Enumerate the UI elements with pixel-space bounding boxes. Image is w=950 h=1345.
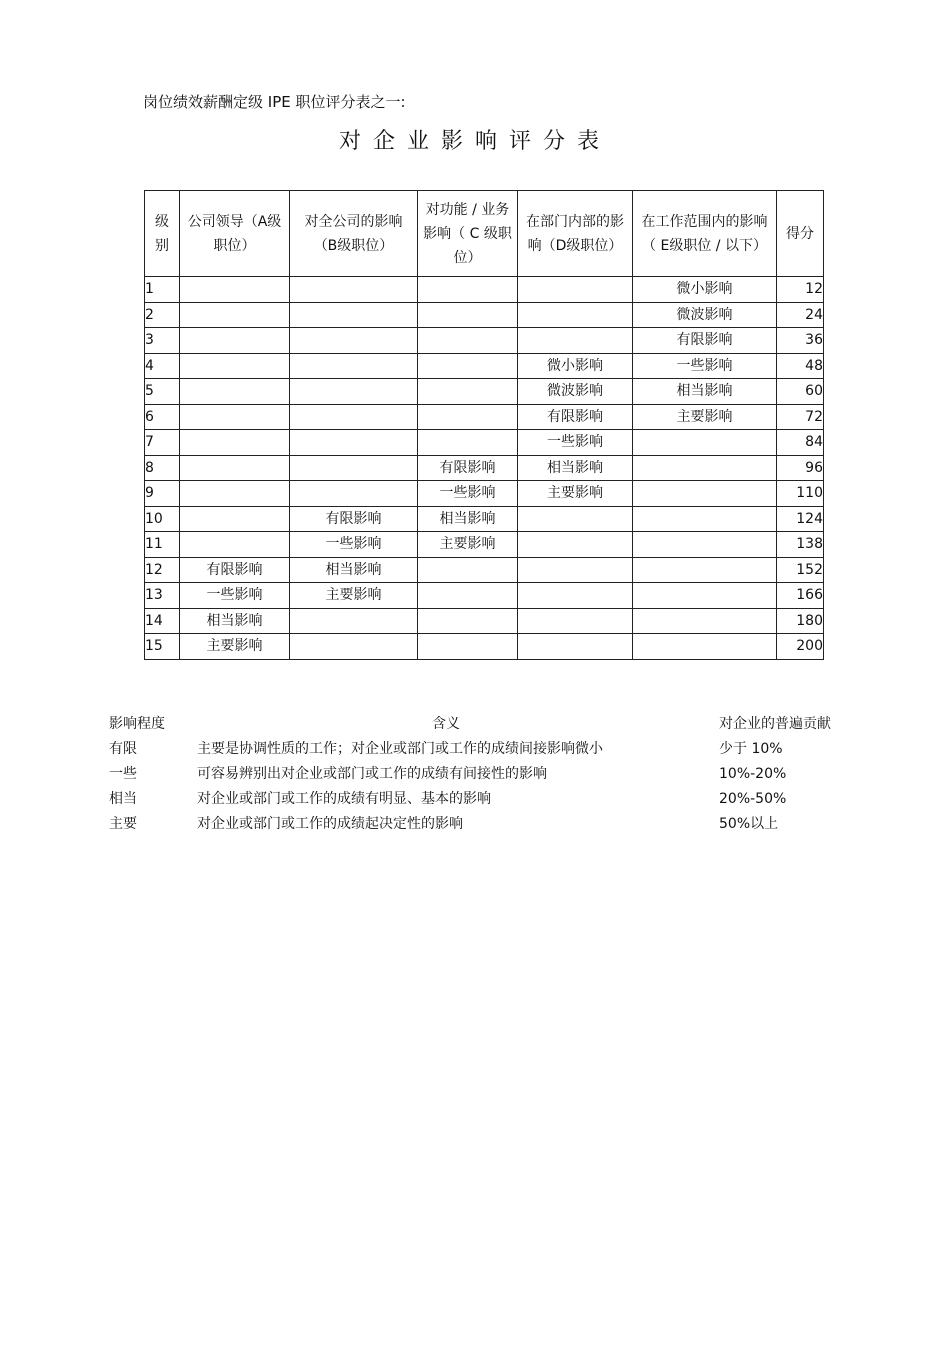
- cell-col-c: [418, 430, 518, 456]
- cell-level: 15: [145, 634, 180, 660]
- legend-contribution: 50%以上: [719, 816, 779, 832]
- cell-col-c: [418, 328, 518, 354]
- legend-contribution: 10%-20%: [719, 766, 787, 782]
- cell-col-d: [518, 583, 633, 609]
- cell-level: 7: [145, 430, 180, 456]
- legend-degree: 有限: [109, 741, 137, 757]
- cell-col-a: [180, 455, 290, 481]
- cell-score: 152: [777, 557, 824, 583]
- cell-col-b: 相当影响: [290, 557, 418, 583]
- legend-meaning: 对企业或部门或工作的成绩有明显、基本的影响: [197, 791, 491, 807]
- cell-col-c: 有限影响: [418, 455, 518, 481]
- cell-col-d: [518, 506, 633, 532]
- cell-col-e: [633, 455, 777, 481]
- cell-col-b: [290, 353, 418, 379]
- cell-col-c: [418, 557, 518, 583]
- cell-col-c: [418, 634, 518, 660]
- cell-col-a: 主要影响: [180, 634, 290, 660]
- table-row: [145, 506, 824, 532]
- cell-level: 2: [145, 302, 180, 328]
- table-row: [145, 455, 824, 481]
- legend-header-row: [0, 712, 950, 737]
- cell-col-b: [290, 277, 418, 303]
- cell-col-a: [180, 302, 290, 328]
- cell-score: 110: [777, 481, 824, 507]
- cell-col-b: [290, 328, 418, 354]
- header-col-b: 对全公司的影响（B级职位）: [290, 191, 418, 277]
- cell-score: 200: [777, 634, 824, 660]
- cell-level: 6: [145, 404, 180, 430]
- cell-col-b: 一些影响: [290, 532, 418, 558]
- cell-col-b: [290, 404, 418, 430]
- legend-degree: 主要: [109, 816, 137, 832]
- cell-col-e: [633, 430, 777, 456]
- cell-level: 4: [145, 353, 180, 379]
- table-row: [145, 353, 824, 379]
- header-col-d: 在部门内部的影响（D级职位）: [518, 191, 633, 277]
- cell-col-b: 主要影响: [290, 583, 418, 609]
- cell-col-c: [418, 302, 518, 328]
- cell-level: 14: [145, 608, 180, 634]
- legend-meaning: 可容易辨别出对企业或部门或工作的成绩有间接性的影响: [197, 766, 547, 782]
- cell-col-d: 主要影响: [518, 481, 633, 507]
- cell-col-a: [180, 506, 290, 532]
- cell-col-a: [180, 404, 290, 430]
- cell-col-c: [418, 353, 518, 379]
- legend-meaning: 主要是协调性质的工作；对企业或部门或工作的成绩间接影响微小: [197, 741, 603, 757]
- cell-col-c: 相当影响: [418, 506, 518, 532]
- cell-col-e: [633, 634, 777, 660]
- cell-score: 36: [777, 328, 824, 354]
- cell-col-d: [518, 277, 633, 303]
- header-level: 级别: [145, 191, 180, 277]
- table-row: [145, 430, 824, 456]
- cell-col-a: [180, 328, 290, 354]
- cell-col-d: 微波影响: [518, 379, 633, 405]
- cell-col-c: [418, 404, 518, 430]
- cell-level: 9: [145, 481, 180, 507]
- cell-col-e: [633, 608, 777, 634]
- cell-level: 11: [145, 532, 180, 558]
- cell-score: 166: [777, 583, 824, 609]
- legend-row: [0, 762, 950, 787]
- table-row: [145, 557, 824, 583]
- document-title: 对企业影响评分表: [338, 129, 611, 154]
- cell-col-b: [290, 455, 418, 481]
- cell-col-d: [518, 608, 633, 634]
- cell-col-a: [180, 481, 290, 507]
- cell-level: 3: [145, 328, 180, 354]
- cell-level: 8: [145, 455, 180, 481]
- cell-col-d: 微小影响: [518, 353, 633, 379]
- cell-col-e: [633, 583, 777, 609]
- impact-score-table: [144, 190, 824, 660]
- cell-level: 13: [145, 583, 180, 609]
- table-row: [145, 302, 824, 328]
- cell-col-b: [290, 302, 418, 328]
- header-col-e: 在工作范围内的影响（ E级职位 / 以下）: [633, 191, 777, 277]
- legend-row: [0, 812, 950, 837]
- cell-col-a: [180, 353, 290, 379]
- table-row: [145, 404, 824, 430]
- cell-score: 60: [777, 379, 824, 405]
- table-header-row: [145, 191, 824, 277]
- cell-col-b: [290, 430, 418, 456]
- legend-degree: 一些: [109, 766, 137, 782]
- header-score: 得分: [777, 191, 824, 277]
- cell-col-a: [180, 277, 290, 303]
- cell-col-e: [633, 481, 777, 507]
- cell-col-c: 一些影响: [418, 481, 518, 507]
- cell-score: 72: [777, 404, 824, 430]
- cell-col-e: 主要影响: [633, 404, 777, 430]
- cell-col-a: [180, 430, 290, 456]
- cell-col-b: [290, 634, 418, 660]
- cell-col-e: 有限影响: [633, 328, 777, 354]
- table-row: [145, 277, 824, 303]
- document-subtitle: 岗位绩效薪酬定级 IPE 职位评分表之一:: [143, 93, 406, 111]
- cell-col-b: [290, 608, 418, 634]
- cell-col-e: 一些影响: [633, 353, 777, 379]
- legend-header-meaning: 含义: [432, 716, 460, 732]
- table-row: [145, 532, 824, 558]
- legend-row: [0, 737, 950, 762]
- cell-col-b: 有限影响: [290, 506, 418, 532]
- header-col-a: 公司领导（A级职位）: [180, 191, 290, 277]
- cell-score: 12: [777, 277, 824, 303]
- cell-col-d: [518, 302, 633, 328]
- cell-col-e: 相当影响: [633, 379, 777, 405]
- cell-col-c: [418, 608, 518, 634]
- cell-col-e: [633, 532, 777, 558]
- table-row: [145, 328, 824, 354]
- cell-level: 5: [145, 379, 180, 405]
- cell-col-a: [180, 379, 290, 405]
- legend-row: [0, 787, 950, 812]
- cell-col-d: [518, 557, 633, 583]
- table-row: [145, 379, 824, 405]
- cell-level: 10: [145, 506, 180, 532]
- cell-col-a: 一些影响: [180, 583, 290, 609]
- cell-col-c: [418, 379, 518, 405]
- cell-col-a: 相当影响: [180, 608, 290, 634]
- cell-col-d: [518, 634, 633, 660]
- cell-col-c: [418, 277, 518, 303]
- cell-score: 84: [777, 430, 824, 456]
- cell-col-b: [290, 379, 418, 405]
- cell-score: 96: [777, 455, 824, 481]
- table-row: [145, 583, 824, 609]
- legend-contribution: 少于 10%: [719, 741, 783, 757]
- table-row: [145, 634, 824, 660]
- cell-col-c: 主要影响: [418, 532, 518, 558]
- cell-col-d: 有限影响: [518, 404, 633, 430]
- cell-level: 1: [145, 277, 180, 303]
- cell-col-e: 微小影响: [633, 277, 777, 303]
- table-row: [145, 608, 824, 634]
- header-col-c: 对功能 / 业务影响（ C 级职位）: [418, 191, 518, 277]
- legend-meaning: 对企业或部门或工作的成绩起决定性的影响: [197, 816, 463, 832]
- cell-col-e: 微波影响: [633, 302, 777, 328]
- cell-col-d: [518, 328, 633, 354]
- cell-col-e: [633, 506, 777, 532]
- cell-level: 12: [145, 557, 180, 583]
- cell-score: 180: [777, 608, 824, 634]
- legend-contribution: 20%-50%: [719, 791, 787, 807]
- cell-col-e: [633, 557, 777, 583]
- cell-col-d: [518, 532, 633, 558]
- cell-score: 24: [777, 302, 824, 328]
- cell-col-a: 有限影响: [180, 557, 290, 583]
- cell-col-a: [180, 532, 290, 558]
- cell-score: 48: [777, 353, 824, 379]
- cell-score: 124: [777, 506, 824, 532]
- cell-col-d: 一些影响: [518, 430, 633, 456]
- cell-col-b: [290, 481, 418, 507]
- table-row: [145, 481, 824, 507]
- legend-header-contribution: 对企业的普遍贡献: [719, 716, 831, 732]
- cell-col-d: 相当影响: [518, 455, 633, 481]
- impact-legend: [0, 712, 950, 837]
- legend-degree: 相当: [109, 791, 137, 807]
- legend-header-degree: 影响程度: [109, 716, 165, 732]
- cell-col-c: [418, 583, 518, 609]
- cell-score: 138: [777, 532, 824, 558]
